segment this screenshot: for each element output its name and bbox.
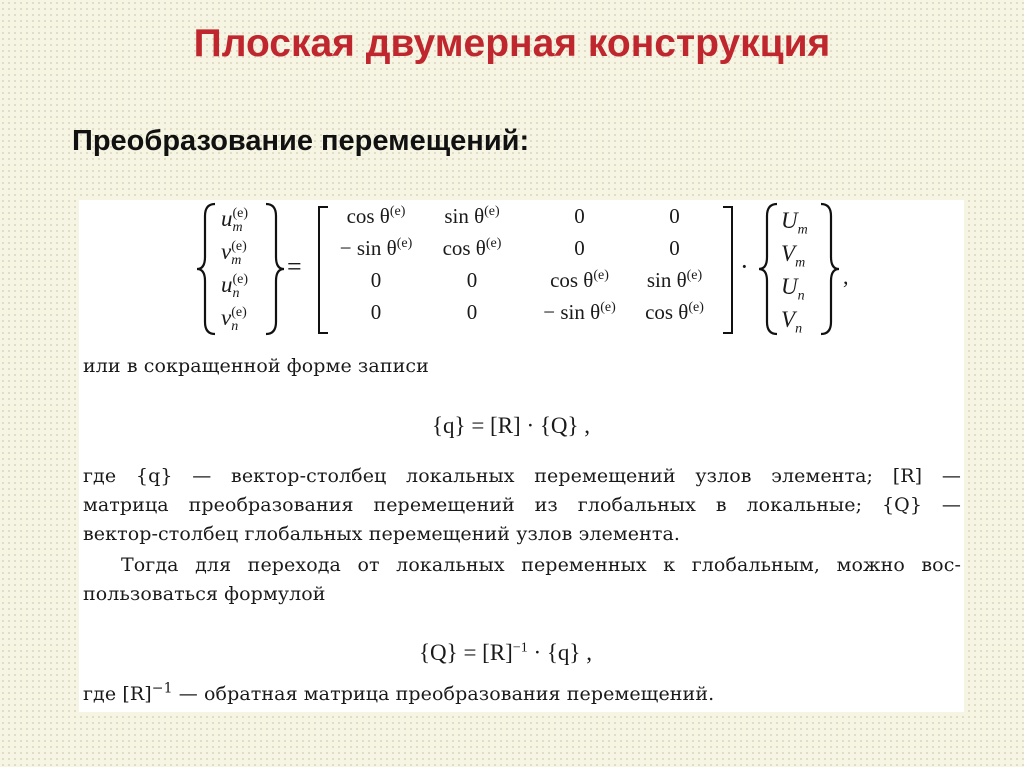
matrix-cell: 0 [669, 236, 680, 260]
rhs-entry: $V_m$ [781, 241, 806, 271]
matrix-cell: 0 [466, 268, 478, 292]
lhs-entry: u (e) n [221, 271, 249, 301]
matrix-right-bracket [721, 206, 735, 334]
paragraph-line: Тогда для перехода от локальных переменных к глобальным, можно вос- [121, 554, 961, 576]
matrix-cell: $\cos \theta^{(e)}$ [442, 236, 502, 260]
paragraph-line: матрица преобразования перемещений из глобальных в локальные; {Q} — [83, 494, 961, 516]
matrix-cell: − $\sin \theta^{(e)}$ [339, 236, 413, 260]
paragraph-inverse [83, 551, 961, 609]
left-curly-brace-lhs [195, 202, 219, 336]
lhs-entry: v (e) n [221, 304, 247, 334]
rhs-entry: $V_n$ [781, 307, 803, 337]
text-short-form: или в сокращенной форме записи [83, 355, 429, 377]
slide-subtitle: Преобразование перемещений: [72, 125, 530, 157]
right-curly-brace-rhs [817, 202, 841, 336]
matrix-cell: 0 [574, 236, 585, 260]
paragraph-line: вектор-столбец глобальных перемещений узлов элемента. [83, 523, 681, 545]
equals-sign: = [287, 252, 302, 281]
matrix-cell: 0 [669, 204, 680, 228]
text-inverse-definition: где $[R]^{-1}$ — обратная матрица преобразования перемещений. [83, 680, 715, 705]
paragraph-line: где {q} — вектор-столбец локальных перемещений узлов элемента; [R] — [83, 465, 961, 487]
equation-comma: , [843, 264, 849, 289]
matrix-cell: $\sin \theta^{(e)}$ [646, 268, 703, 292]
paragraph-definitions [83, 462, 961, 549]
lhs-vector [221, 202, 248, 334]
matrix-cell: $\sin \theta^{(e)}$ [444, 204, 500, 228]
matrix-cell: 0 [370, 268, 382, 292]
transformation-matrix [327, 204, 727, 334]
right-curly-brace-lhs [262, 202, 286, 336]
lhs-entry: v (e) m [221, 238, 247, 268]
formula-inverse: $\{Q\} = [R]^{-1} \cdot \{q\}$ , [419, 640, 592, 665]
multiply-dot: · [740, 252, 749, 281]
lhs-entry: u (e) m [221, 205, 249, 235]
rhs-entry: $U_n$ [781, 274, 805, 304]
matrix-cell: 0 [574, 204, 585, 228]
rhs-vector [781, 204, 808, 336]
formula-q-equals-rq: {q} = [R] · {Q} , [432, 413, 591, 438]
matrix-cell: − $\sin \theta^{(e)}$ [543, 300, 616, 324]
matrix-cell: 0 [370, 300, 382, 324]
slide-title: Плоская двумерная конструкция [193, 22, 831, 65]
matrix-cell: $\cos \theta^{(e)}$ [346, 204, 406, 228]
paragraph-line: пользоваться формулой [83, 583, 326, 605]
rhs-entry: $U_m$ [781, 208, 808, 238]
matrix-cell: $\cos \theta^{(e)}$ [550, 268, 609, 292]
matrix-cell: $\cos \theta^{(e)}$ [645, 300, 704, 324]
document-scan [79, 200, 964, 712]
left-curly-brace-rhs [757, 202, 781, 336]
matrix-cell: 0 [466, 300, 478, 324]
